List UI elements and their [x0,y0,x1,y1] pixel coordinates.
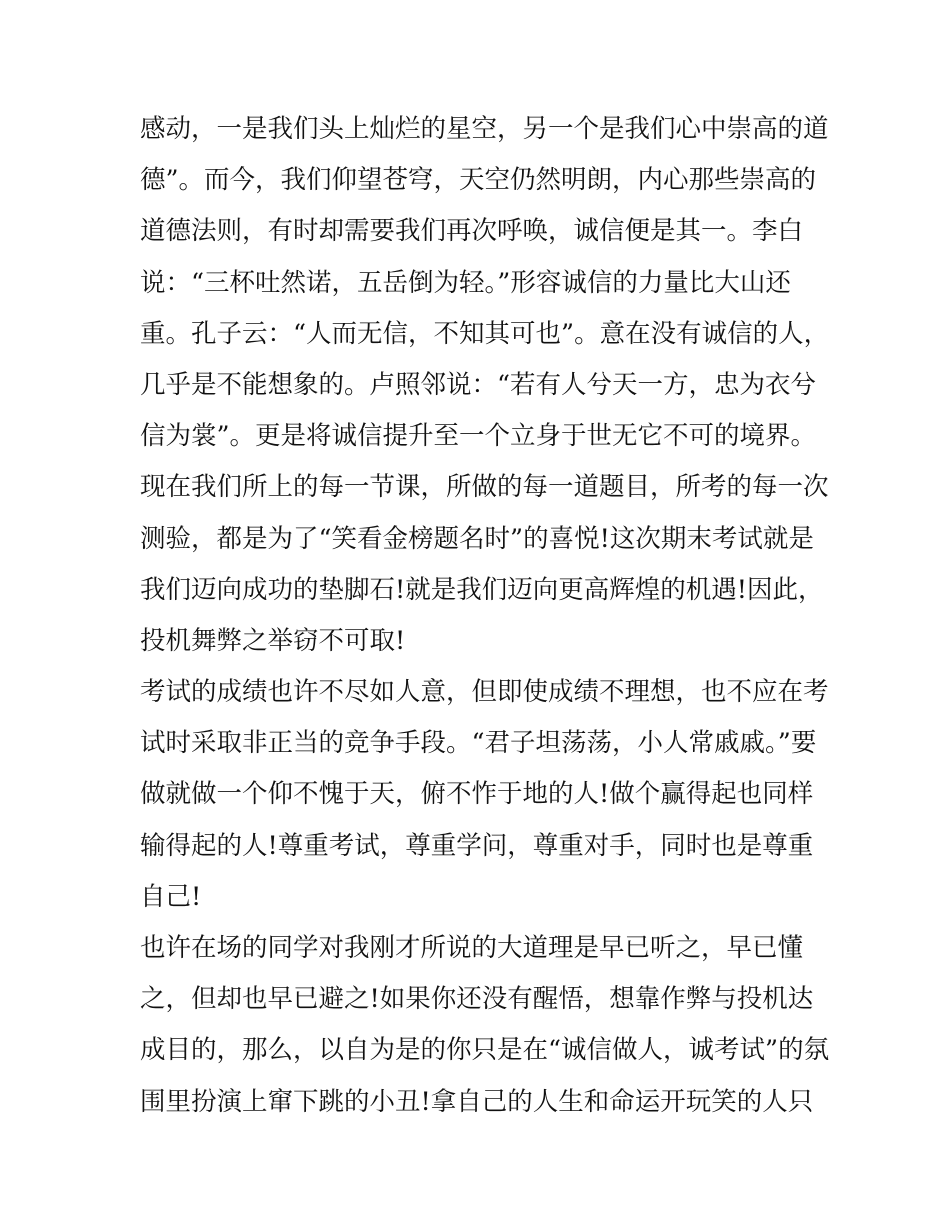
text-line: 德”。而今，我们仰望苍穹，天空仍然明朗，内心那些崇高的 [140,165,817,196]
text-line: 重。孔子云：“人而无信，不知其可也”。意在没有诚信的人， [140,318,830,349]
text-line: 说：“三杯吐然诺，五岳倒为轻。”形容诚信的力量比大山还 [140,267,791,298]
text-line: 几乎是不能想象的。卢照邻说：“若有人兮天一方，忠为衣兮 [140,369,817,400]
text-line: 我们迈向成功的垫脚石!就是我们迈向更高辉煌的机遇!因此， [140,574,824,605]
text-line: 投机舞弊之举窃不可取! [140,625,406,656]
text-line: 做就做一个仰不愧于天，俯不怍于地的人!做个赢得起也同样 [140,779,814,810]
text-line: 围里扮演上窜下跳的小丑!拿自己的人生和命运开玩笑的人只 [140,1086,814,1117]
text-line: 道德法则，有时却需要我们再次呼唤，诚信便是其一。李白 [140,216,804,247]
document-body-text [140,104,830,1128]
text-line: 现在我们所上的每一节课，所做的每一道题目，所考的每一次 [140,472,829,503]
text-line: 自己! [140,881,202,912]
text-line: 考试的成绩也许不尽如人意，但即使成绩不理想，也不应在考 [140,677,829,708]
text-line: 信为裳”。更是将诚信提升至一个立身于世无它不可的境界。 [140,421,817,452]
text-line: 试时采取非正当的竞争手段。“君子坦荡荡，小人常戚戚。”要 [140,728,817,759]
text-line: 也许在场的同学对我刚才所说的大道理是早已听之，早已懂 [140,933,804,963]
text-line: 测验，都是为了“笑看金榜题名时”的喜悦!这次期末考试就是 [140,523,814,554]
text-line: 感动，一是我们头上灿烂的星空，另一个是我们心中崇高的道 [140,114,829,144]
text-line: 之，但却也早已避之!如果你还没有醒悟，想靠作弊与投机达 [140,984,814,1015]
text-line: 成目的，那么，以自为是的你只是在“诚信做人，诚考试”的氛 [140,1035,830,1066]
text-line: 输得起的人!尊重考试，尊重学问，尊重对手，同时也是尊重 [140,830,814,861]
